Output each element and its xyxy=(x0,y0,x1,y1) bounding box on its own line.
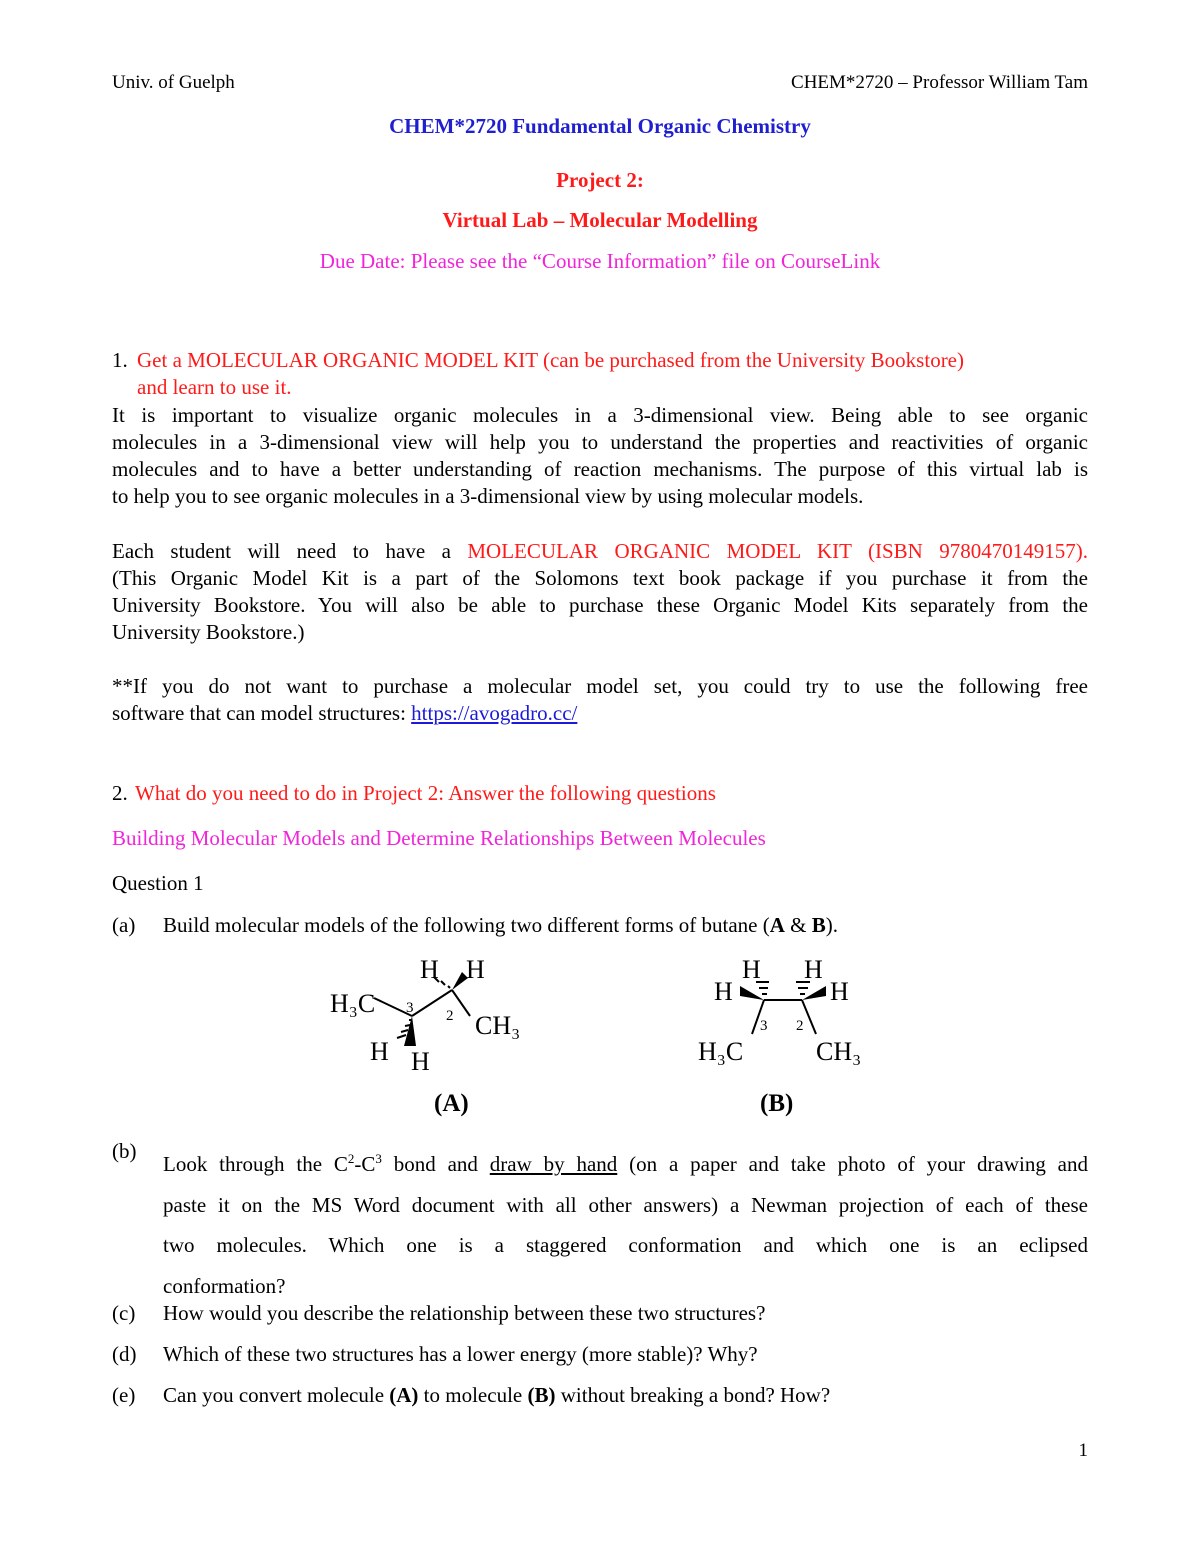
paragraph-line: It is important to visualize organic molecules in a 3-dimensional view. Being able to see organic xyxy=(112,403,1088,427)
atom-h: H xyxy=(830,977,849,1006)
project-title: Project 2: xyxy=(556,168,644,192)
molecule-b-label: (B) xyxy=(760,1090,794,1117)
molecule-b-structure xyxy=(690,948,890,1078)
paragraph-line: molecules in a 3-dimensional view will help you to understand the properties and reactivities of organic xyxy=(112,430,1088,454)
carbon-number: 3 xyxy=(406,1000,414,1016)
q-c-text: How would you describe the relationship between these two structures? xyxy=(163,1301,766,1325)
course-title: CHEM*2720 Fundamental Organic Chemistry xyxy=(389,114,811,138)
carbon-number: 3 xyxy=(760,1018,768,1034)
page-number: 1 xyxy=(1078,1440,1088,1461)
paragraph-line xyxy=(112,538,1088,565)
q-d-label: (d) xyxy=(112,1342,137,1366)
paragraph-line: University Bookstore. You will also be able to purchase these Organic Model Kits separately from the xyxy=(112,593,1088,617)
item1-paragraph-3 xyxy=(112,673,1088,727)
avogadro-link[interactable]: https://avogadro.cc/ xyxy=(411,701,578,725)
atom-h: H xyxy=(420,955,439,984)
q-b-line: two molecules. Which one is a staggered conformation and which one is an eclipsed xyxy=(163,1233,1088,1257)
item1-number: 1. xyxy=(112,348,128,372)
carbon-number: 2 xyxy=(446,1008,454,1024)
paragraph-line: molecules and to have a better understanding of reaction mechanisms. The purpose of this virtual lab is xyxy=(112,457,1088,481)
question-title: Question 1 xyxy=(112,871,204,895)
software-prefix: software that can model structures: xyxy=(112,701,406,725)
item1-heading-line2: and learn to use it. xyxy=(137,375,292,399)
q-e-label: (e) xyxy=(112,1383,136,1407)
q-a-label: (a) xyxy=(112,913,136,937)
item1-heading-line1: Get a MOLECULAR ORGANIC MODEL KIT (can be purchased from the University Bookstore) xyxy=(137,348,964,372)
item1-paragraph-1 xyxy=(112,402,1088,510)
atom-h: H xyxy=(370,1037,389,1066)
paragraph-line: to help you to see organic molecules in a 3-dimensional view by using molecular models. xyxy=(112,484,864,508)
atom-h3c: H₃C xyxy=(698,1037,744,1066)
q-c-label: (c) xyxy=(112,1301,136,1325)
q-b-line: Look through the $C^2-C^3$ bond and draw by hand (on a paper and take photo of your drawing and xyxy=(163,1151,1088,1176)
item1-paragraph-2 xyxy=(112,538,1088,646)
atom-ch3: CH₃ xyxy=(816,1037,862,1066)
due-date: Due Date: Please see the “Course Information” file on CourseLink xyxy=(319,249,881,273)
item2-number: 2. xyxy=(112,781,128,805)
q-e-text: Can you convert molecule (A) to molecule (B) without breaking a bond? How? xyxy=(163,1383,831,1407)
project-subtitle: Virtual Lab – Molecular Modelling xyxy=(442,208,758,232)
atom-h: H xyxy=(714,977,733,1006)
paragraph-line xyxy=(112,700,1088,727)
header-left: Univ. of Guelph xyxy=(112,72,235,93)
atom-h: H xyxy=(411,1047,430,1076)
q-b-line: conformation? xyxy=(163,1273,286,1298)
atom-h: H xyxy=(742,955,761,984)
q-a-text: Build molecular models of the following two different forms of butane (A & B). xyxy=(163,913,839,937)
bond-line xyxy=(802,1000,816,1034)
header-right: CHEM*2720 – Professor William Tam xyxy=(791,72,1088,93)
paragraph-line: (This Organic Model Kit is a part of the Solomons text book package if you purchase it from the xyxy=(112,566,1088,590)
atom-h: H xyxy=(804,955,823,984)
q-b-label: (b) xyxy=(112,1139,137,1163)
item2-heading: What do you need to do in Project 2: Answer the following questions xyxy=(135,781,716,805)
q-b-text xyxy=(163,1139,1088,1306)
molecule-a-label: (A) xyxy=(434,1090,469,1117)
atom-ch3: CH₃ xyxy=(475,1011,521,1040)
carbon-number: 2 xyxy=(796,1018,804,1034)
atom-h3c: H₃C xyxy=(330,989,376,1018)
section-heading: Building Molecular Models and Determine Relationships Between Molecules xyxy=(112,826,766,850)
molecule-a-structure xyxy=(320,948,550,1078)
bond-line xyxy=(452,990,470,1016)
kit-isbn: MOLECULAR ORGANIC MODEL KIT (ISBN 9780470149157). xyxy=(467,539,1089,563)
q-b-line: paste it on the MS Word document with all other answers) a Newman projection of each of these xyxy=(163,1192,1088,1217)
paragraph-line: **If you do not want to purchase a molecular model set, you could try to use the following free xyxy=(112,674,1088,698)
q-d-text: Which of these two structures has a lower energy (more stable)? Why? xyxy=(163,1342,758,1366)
kit-prefix: Each student will need to have a xyxy=(112,539,451,563)
paragraph-line: University Bookstore.) xyxy=(112,620,305,644)
atom-h: H xyxy=(466,955,485,984)
